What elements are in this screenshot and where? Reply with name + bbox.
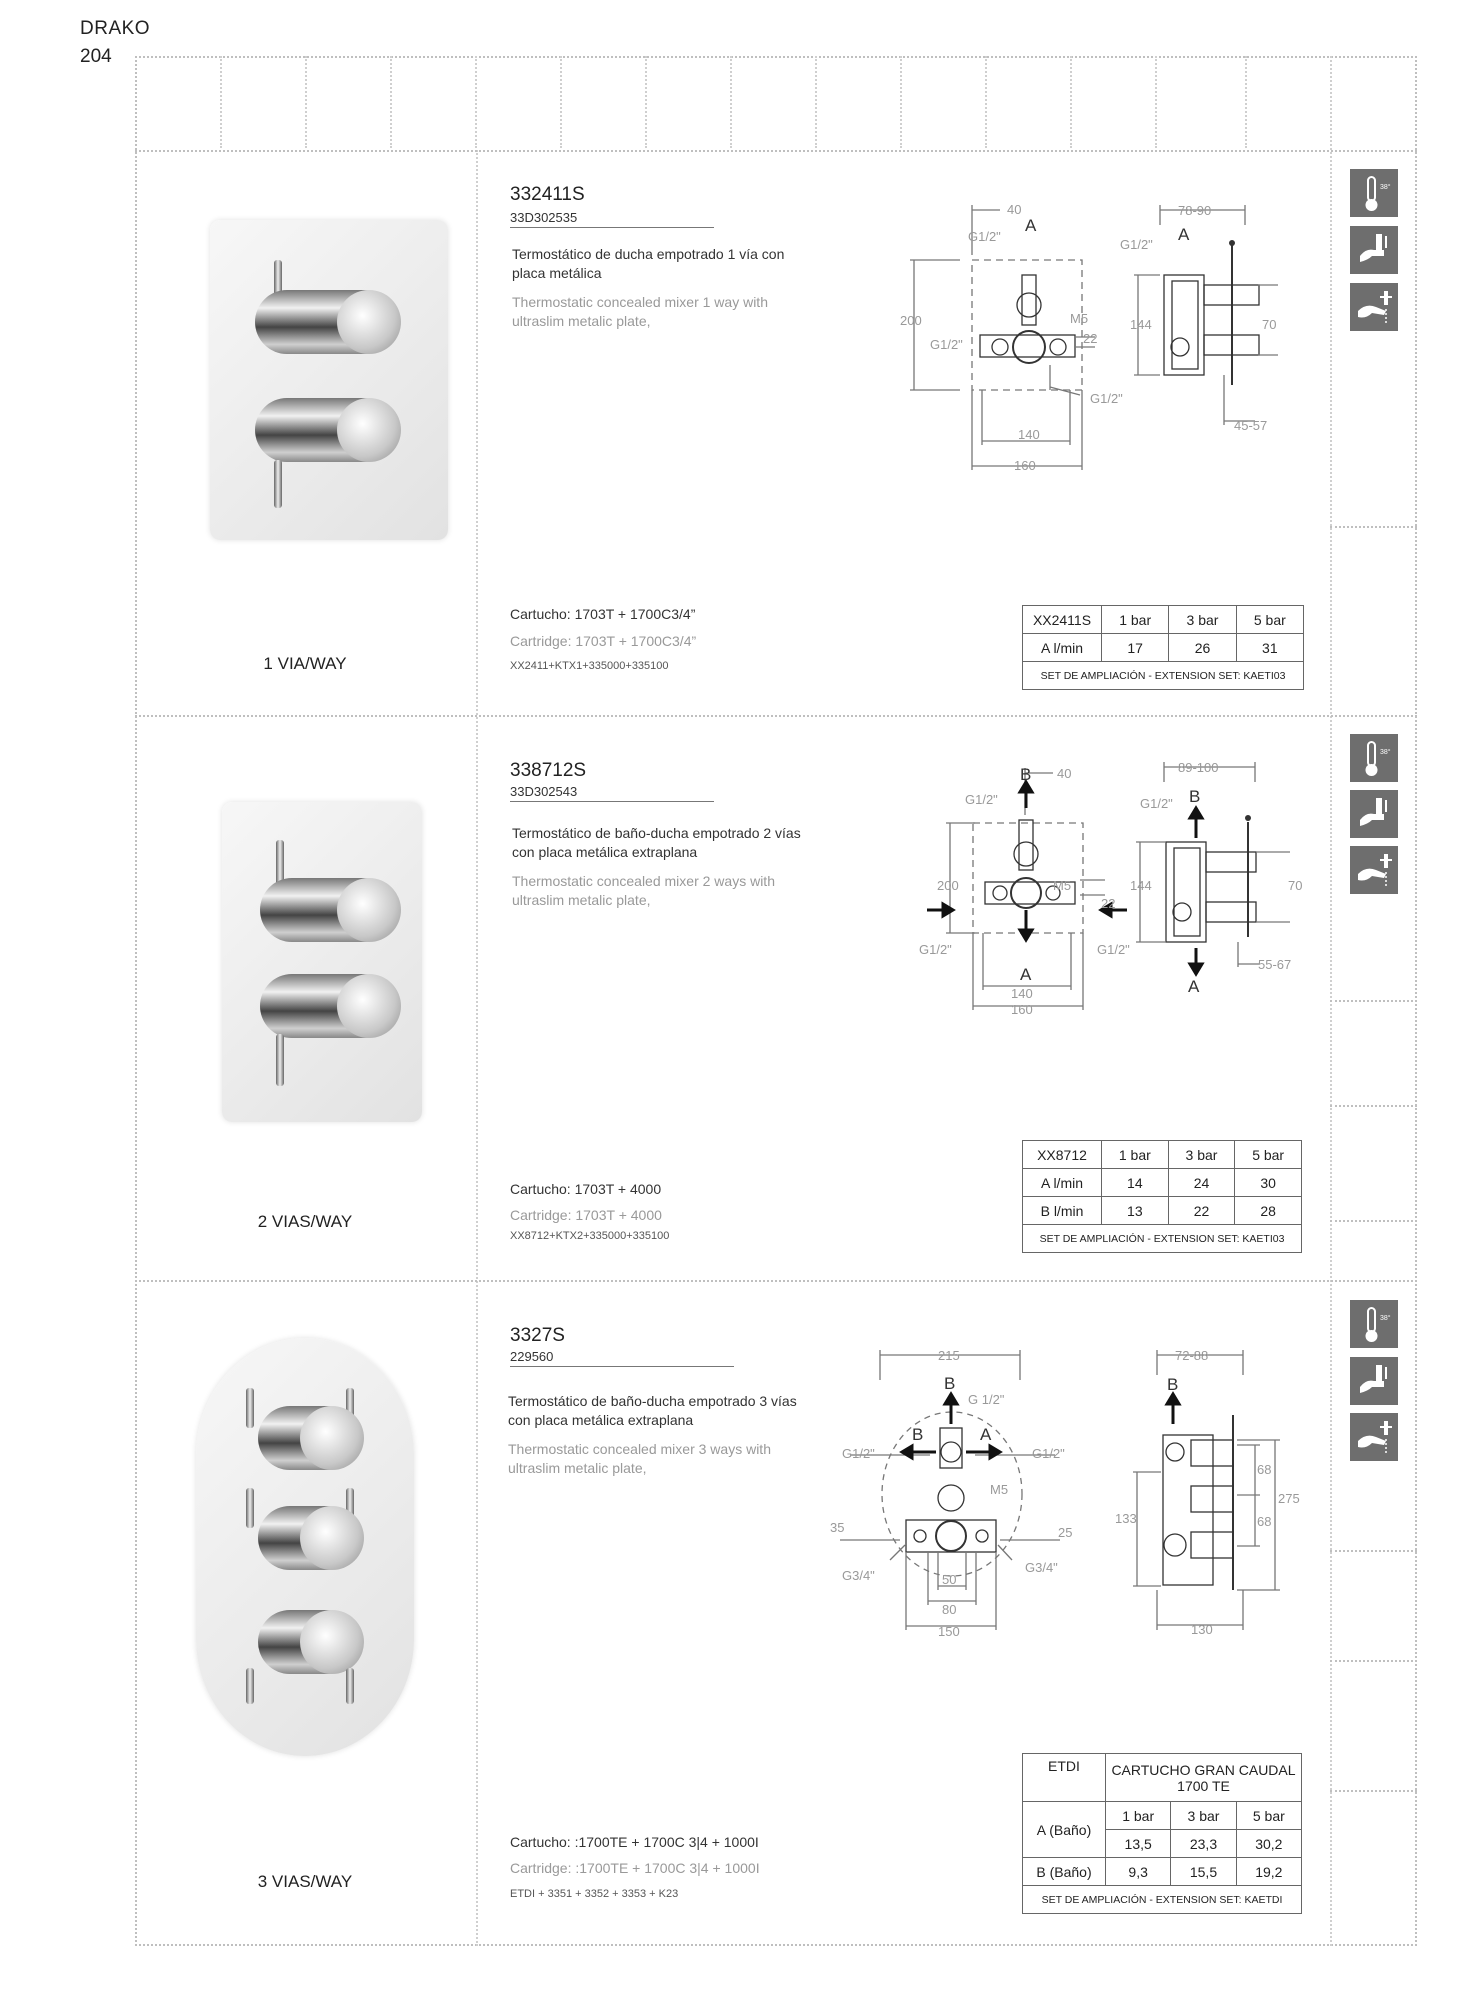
- component-refs: XX8712+KTX2+335000+335100: [510, 1230, 670, 1242]
- dim-label: G3/4": [842, 1568, 875, 1583]
- port-label: B: [912, 1425, 924, 1444]
- dim-label: 22: [1101, 896, 1116, 911]
- dim-label: G 1/2": [968, 1392, 1005, 1407]
- table-cell: 26: [1169, 634, 1236, 662]
- way-label: 3 VIAS/WAY: [257, 1872, 353, 1891]
- table-header: 1 bar: [1106, 1802, 1171, 1830]
- dim-label: 200: [937, 878, 959, 893]
- extension-set: SET DE AMPLIACIÓN - EXTENSION SET: KAETDI: [1023, 1886, 1302, 1914]
- dim-label: 130: [1191, 1622, 1213, 1637]
- port-label: B: [1189, 787, 1201, 806]
- dim-label: 144: [1130, 878, 1152, 893]
- row-label: B l/min: [1023, 1197, 1102, 1225]
- product-code: 338712S: [510, 760, 587, 781]
- grid-line: [390, 56, 392, 148]
- grid-line: [815, 56, 817, 148]
- technical-drawing-side: [1130, 752, 1310, 1002]
- technical-drawing-front: [900, 195, 1123, 485]
- table-header: 3 bar: [1169, 606, 1236, 634]
- dim-label: G1/2": [1097, 942, 1130, 957]
- dim-label: M5: [1070, 311, 1089, 326]
- thermometer-38-icon: [1350, 734, 1398, 782]
- dim-label: G1/2": [1140, 796, 1173, 811]
- table-cell: 22: [1168, 1197, 1235, 1225]
- dim-label: 80: [942, 1602, 957, 1617]
- cartridge-es: Cartucho: 1703T + 1700C3/4”: [510, 606, 696, 622]
- table-model: ETDI: [1023, 1754, 1106, 1802]
- port-label: A: [980, 1425, 992, 1444]
- hand-water-icon: [1350, 846, 1398, 894]
- grid-line: [1330, 1660, 1417, 1662]
- product-photo: [222, 802, 422, 1122]
- brand-title: DRAKO: [80, 18, 151, 39]
- table-cell: 31: [1236, 634, 1303, 662]
- description-es: Termostático de baño-ducha empotrado 3 vías con placa metálica extraplana: [508, 1393, 797, 1428]
- svg-text:38°: 38°: [1380, 749, 1391, 756]
- table-header: 5 bar: [1236, 606, 1303, 634]
- grid-line: [1245, 56, 1247, 148]
- dim-label: 89-100: [1178, 760, 1219, 775]
- table-cell: 17: [1102, 634, 1169, 662]
- dim-label: 215: [938, 1348, 960, 1363]
- description-en: Thermostatic concealed mixer 2 ways with ultraslim metalic plate,: [512, 873, 775, 908]
- hand-water-icon: [1350, 1413, 1398, 1461]
- dim-label: G1/2": [1032, 1446, 1065, 1461]
- dim-label: 35: [830, 1520, 845, 1535]
- dim-label: 200: [900, 313, 922, 328]
- dim-label: G1/2": [965, 792, 998, 807]
- svg-text:38°: 38°: [1380, 1315, 1391, 1322]
- row-label: A l/min: [1023, 634, 1102, 662]
- grid-line: [220, 56, 222, 148]
- extension-set: SET DE AMPLIACIÓN - EXTENSION SET: KAETI03: [1023, 662, 1304, 690]
- row-label: B (Baño): [1023, 1858, 1106, 1886]
- port-label: A: [1188, 977, 1200, 996]
- dim-label: 22: [1083, 331, 1098, 346]
- port-label: A: [1178, 225, 1190, 244]
- product-reference: 33D302535: [510, 210, 714, 228]
- product-code: 332411S: [510, 184, 585, 205]
- table-cell: 30,2: [1236, 1830, 1301, 1858]
- dim-label: 144: [1130, 317, 1152, 332]
- description-es: Termostático de baño-ducha empotrado 2 vías con placa metálica extraplana: [512, 825, 801, 860]
- description-en: Thermostatic concealed mixer 3 ways with ultraslim metalic plate,: [508, 1441, 771, 1476]
- product-reference: 33D302543: [510, 784, 714, 802]
- dim-label: 160: [1011, 1002, 1033, 1017]
- dim-label: 70: [1262, 317, 1277, 332]
- hand-push-icon: [1350, 226, 1398, 274]
- cartridge-en: Cartridge: :1700TE + 1700C 3|4 + 1000I: [510, 1860, 760, 1876]
- row-label: A l/min: [1023, 1169, 1102, 1197]
- table-header: 5 bar: [1235, 1141, 1302, 1169]
- table-cell: 30: [1235, 1169, 1302, 1197]
- grid-line: [135, 715, 1417, 717]
- grid-line: [645, 56, 647, 148]
- dim-label: 160: [1014, 458, 1036, 473]
- way-label: 2 VIAS/WAY: [257, 1212, 353, 1231]
- dim-label: 133: [1115, 1511, 1137, 1526]
- dim-label: M5: [990, 1482, 1009, 1497]
- technical-drawing-side: [1120, 195, 1290, 445]
- flow-rate-table: [1022, 605, 1304, 690]
- grid-line: [1330, 526, 1417, 528]
- grid-line: [560, 56, 562, 148]
- grid-line: [985, 56, 987, 148]
- table-model: XX2411S: [1023, 606, 1102, 634]
- table-cell: 13: [1102, 1197, 1169, 1225]
- table-header: 5 bar: [1236, 1802, 1301, 1830]
- table-header: 3 bar: [1168, 1141, 1235, 1169]
- hand-water-icon: [1350, 283, 1398, 331]
- hand-push-icon: [1350, 790, 1398, 838]
- table-cell: 14: [1102, 1169, 1169, 1197]
- dim-label: 70: [1288, 878, 1303, 893]
- dim-label: G1/2": [930, 337, 963, 352]
- dim-label: 72-88: [1175, 1348, 1209, 1363]
- table-cell: 24: [1168, 1169, 1235, 1197]
- grid-line: [475, 56, 477, 148]
- flow-rate-table: [1022, 1753, 1302, 1914]
- port-label: B: [1020, 765, 1032, 784]
- cartridge-es: Cartucho: :1700TE + 1700C 3|4 + 1000I: [510, 1834, 759, 1850]
- cartridge-es: Cartucho: 1703T + 4000: [510, 1181, 662, 1197]
- technical-drawing-front: [905, 760, 1135, 1025]
- cartridge-en: Cartridge: 1703T + 1700C3/4”: [510, 633, 697, 649]
- dim-label: 45-57: [1234, 418, 1268, 433]
- grid-line: [1155, 56, 1157, 148]
- dim-label: 40: [1057, 766, 1072, 781]
- description-es: Termostático de ducha empotrado 1 vía con placa metálica: [512, 246, 785, 281]
- svg-text:38°: 38°: [1380, 184, 1391, 191]
- thermometer-38-icon: [1350, 1300, 1398, 1348]
- grid-line: [305, 56, 307, 148]
- grid-line: [1070, 56, 1072, 148]
- technical-drawing-side: [1115, 1340, 1305, 1640]
- table-header: 1 bar: [1102, 1141, 1169, 1169]
- grid-line: [1330, 1550, 1417, 1552]
- component-refs: ETDI + 3351 + 3352 + 3353 + K23: [510, 1888, 679, 1900]
- dim-label: 25: [1058, 1525, 1073, 1540]
- grid-line: [476, 150, 478, 1946]
- cartridge-en: Cartridge: 1703T + 4000: [510, 1207, 662, 1223]
- dim-label: 40: [1007, 202, 1022, 217]
- port-label: B: [1167, 1375, 1179, 1394]
- port-label: B: [944, 1374, 956, 1393]
- table-cell: 15,5: [1171, 1858, 1236, 1886]
- dim-label: 140: [1018, 427, 1040, 442]
- flow-rate-table: [1022, 1140, 1302, 1253]
- component-refs: XX2411+KTX1+335000+335100: [510, 660, 669, 672]
- hand-push-icon: [1350, 1357, 1398, 1405]
- way-label: 1 VIA/WAY: [263, 654, 347, 673]
- dim-label: 55-67: [1258, 957, 1292, 972]
- page-number: 204: [80, 46, 112, 67]
- grid-line: [1330, 1105, 1417, 1107]
- grid-line: [1330, 1790, 1417, 1792]
- technical-drawing-front: [830, 1340, 1090, 1640]
- grid-line: [135, 1280, 1417, 1282]
- port-label: A: [1025, 216, 1037, 235]
- table-cell: 19,2: [1236, 1858, 1301, 1886]
- dim-label: G1/2": [1120, 237, 1153, 252]
- grid-line: [1330, 1000, 1417, 1002]
- table-header: CARTUCHO GRAN CAUDAL 1700 TE: [1106, 1754, 1302, 1802]
- dim-label: 50: [942, 1572, 957, 1587]
- table-cell: 28: [1235, 1197, 1302, 1225]
- grid-line: [1330, 1220, 1417, 1222]
- dim-label: 68: [1257, 1514, 1272, 1529]
- dim-label: G3/4": [1025, 1560, 1058, 1575]
- table-header: 3 bar: [1171, 1802, 1236, 1830]
- dim-label: 68: [1257, 1462, 1272, 1477]
- grid-line: [900, 56, 902, 148]
- dim-label: M5: [1053, 878, 1072, 893]
- table-cell: 9,3: [1106, 1858, 1171, 1886]
- table-cell: 23,3: [1171, 1830, 1236, 1858]
- grid-line: [730, 56, 732, 148]
- product-photo: [210, 220, 448, 540]
- description-en: Thermostatic concealed mixer 1 way with ultraslim metalic plate,: [512, 294, 768, 329]
- dim-label: 275: [1278, 1491, 1300, 1506]
- dim-label: 150: [938, 1624, 960, 1639]
- port-label: A: [1020, 965, 1032, 984]
- dim-label: 78-90: [1178, 203, 1212, 218]
- dim-label: G1/2": [1090, 391, 1123, 406]
- product-photo: [196, 1338, 414, 1756]
- product-code: 3327S: [510, 1325, 565, 1346]
- table-model: XX8712: [1023, 1141, 1102, 1169]
- dim-label: G1/2": [919, 942, 952, 957]
- dim-label: G1/2": [968, 229, 1001, 244]
- table-cell: 13,5: [1106, 1830, 1171, 1858]
- dim-label: G1/2": [842, 1446, 875, 1461]
- grid-line: [135, 150, 1417, 152]
- product-reference: 229560: [510, 1349, 734, 1367]
- extension-set: SET DE AMPLIACIÓN - EXTENSION SET: KAETI03: [1023, 1225, 1302, 1253]
- table-header: 1 bar: [1102, 606, 1169, 634]
- dim-label: 140: [1011, 986, 1033, 1001]
- row-label: A (Baño): [1023, 1802, 1106, 1858]
- thermometer-38-icon: [1350, 169, 1398, 217]
